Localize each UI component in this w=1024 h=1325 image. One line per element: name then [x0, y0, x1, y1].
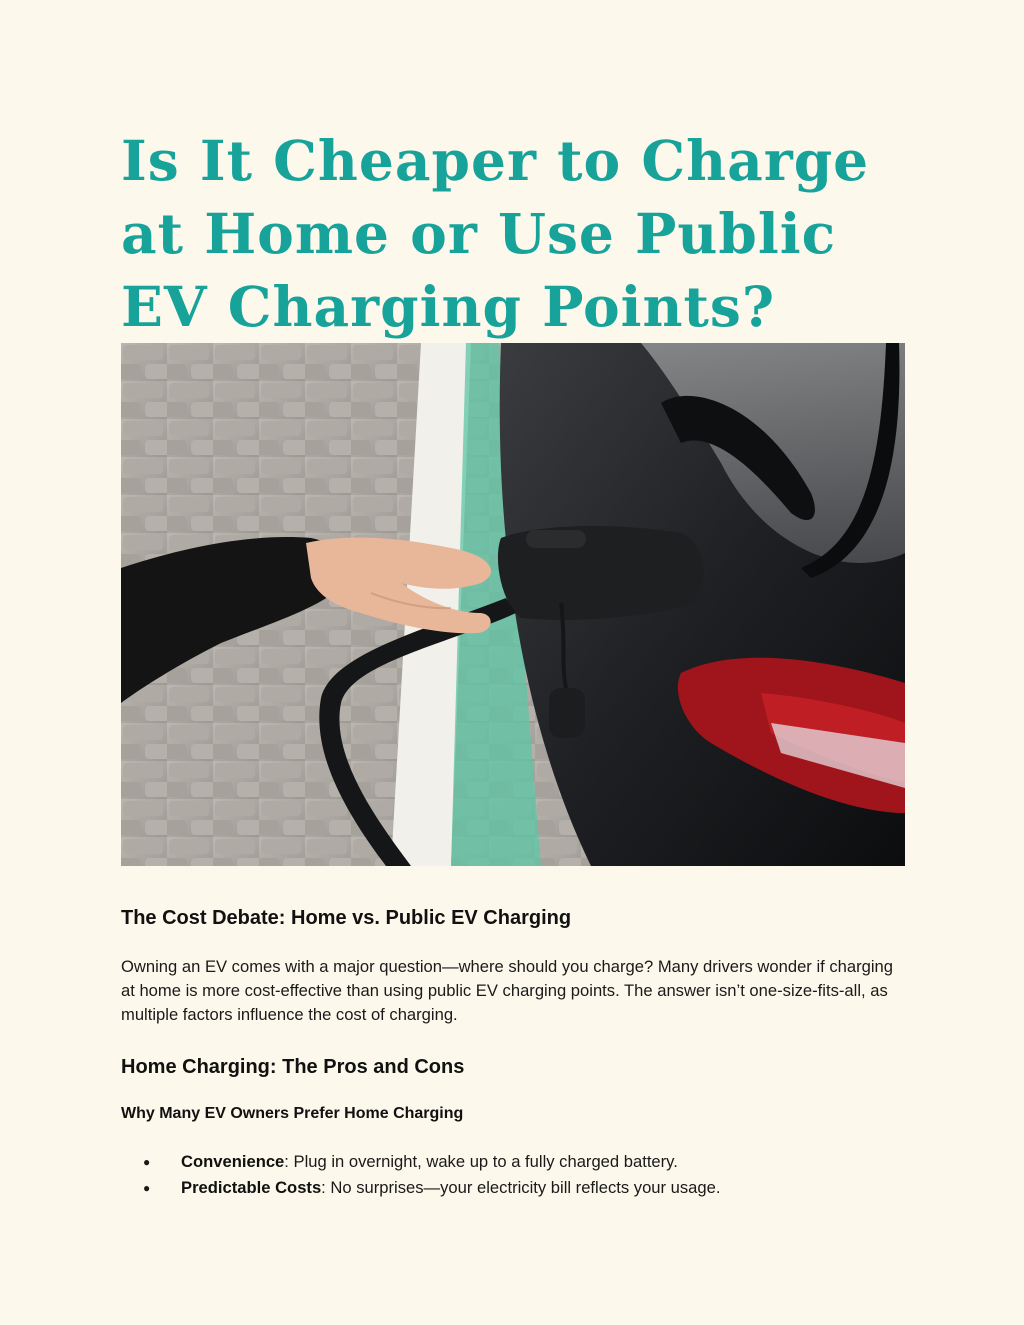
bullet-icon: ● — [143, 1181, 151, 1195]
ev-charging-photo — [121, 343, 905, 866]
list-item — [121, 1175, 720, 1201]
section-heading-cost-debate: The Cost Debate: Home vs. Public EV Charging — [121, 907, 572, 929]
page-title: Is It Cheaper to Charge at Home or Use Public EV Charging Points? — [121, 128, 870, 339]
bullet-term: Convenience — [181, 1152, 285, 1171]
bullet-text: : No surprises—your electricity bill reflects your usage. — [321, 1178, 721, 1197]
hero-image — [121, 343, 905, 866]
subheading-why-prefer-home: Why Many EV Owners Prefer Home Charging — [121, 1105, 464, 1122]
home-charging-bullet-list — [121, 1149, 720, 1201]
cost-debate-paragraph: Owning an EV comes with a major question—where should you charge? Many drivers wonder if charging at home is more cost-effective than using public EV charging points. The answer isn’t one-size-fits-all, as multiple factors influence the cost of charging. — [121, 957, 893, 1024]
bullet-icon: ● — [143, 1155, 151, 1169]
bullet-term: Predictable Costs — [181, 1178, 322, 1197]
bullet-text: : Plug in overnight, wake up to a fully charged battery. — [284, 1152, 678, 1171]
list-item — [121, 1149, 720, 1175]
section-heading-home-charging: Home Charging: The Pros and Cons — [121, 1056, 465, 1078]
